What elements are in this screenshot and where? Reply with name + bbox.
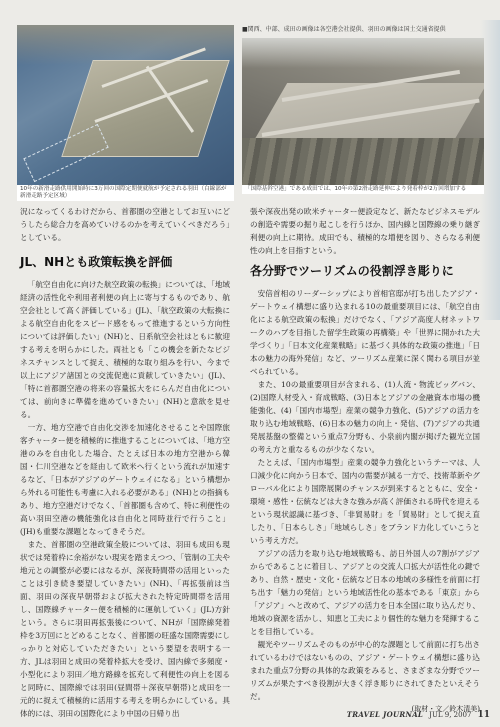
page-number: 11 (477, 710, 490, 720)
body-paragraph: 安倍首相のリーダーシップにより首相官邸が打ち出したアジア・ゲートウェイ構想に盛り込まれる10の最重要項目には、「航空自由化による航空政策の転換」だけでなく、「アジア高度人材ネットワークのハブを目指した留学生政策の再構築」や「世界に開かれた大学づくり」「日本文化産業戦略」に基づく具体的な政策の推進」「日本の魅力の海外発信」など、ツーリズム産業に深く関わる項目が並べられている。 (250, 289, 480, 376)
narita-airport-photo (242, 38, 484, 185)
body-paragraph: 「航空自由化に向けた航空政策の転換」については、「地域経済の活性化や利用者利便の向上に寄与するものであり、航空会社として高く評価している」(JL)、「航空政策の大転換による航空自由化をスピード感をもって推進するという方向性については評価したい」(NH)と、日系航空会社はともに歓迎する考えを明らかにした。両社とも「この機会を新たなビジネスチャンスとして捉え、積極的な取り組みを行い、今まで以上にアジア諸国との交流促進に貢献していきたい」(JL)、「特に首都圏空港の将来の容量拡大をにらんだ自由化については、前向きに準備を進めていきたい」(NH)と意欲を見せる。 (20, 280, 230, 419)
page-footer (346, 710, 490, 720)
body-paragraph: また、首都圏の空港政策全般については、羽田も成田も現状では発着枠に余裕がない現実を踏まえつつ、「管制の工夫や地元との調整が必要にはなるが、深夜時間帯の活用といったことは引き続き要望していきたい」(NH)、「再拡張前は当面、羽田の深夜早朝帯および拡大された特定時間帯を活用し、国際線チャーター便を積極的に運航していく」(JL)方針という。さらに羽田再拡張後について、NHが「国際線発着枠を3万回にとどめることなく、首都圏の旺盛な国際需要にしっかりと対応していただきたい」という要望を表明する一方、JLは羽田と成田の発着枠拡大を受け、国内線で多頻度・小型化により羽田／地方路線を拡充して利便性の向上を図ると同時に、国際線では羽田(昼間帯＋深夜早朝帯)と成田を一元的に捉えて積極的に活用する考えを明らかにしている。具体的には、羽田の国際化により中国の日帰り出 (20, 540, 230, 718)
body-paragraph: また、10の最重要項目が含まれる、(1)人流・物流ビッグバン、(2)国際人材受入・育成戦略、(3)日本とアジアの金融資本市場の機能強化、(4)「国内市場型」産業の競争力強化、(5)アジアの活力を取り込む地域戦略、(6)日本の魅力の向上・発信、(7)アジアの共通発展基盤の整備という重点7分野も、小泉前内閣が掲げた観光立国の考え方と重なるものが少なくない。 (250, 380, 480, 454)
new-runway-outline (23, 124, 108, 182)
body-paragraph: アジアの活力を取り込む地域戦略も、訪日外国人の7割がアジアからであることに着目し、アジアとの交流人口拡大が活性化の鍵であり、自然・歴史・文化・伝統など日本の地域の多様性を前面に打ち出す「魅力の発信」という地域活性化の基本である「東京」から「アジア」へと改めて、アジアの活力を日本全国に取り込んだり、地域の資源を活かし、知恵と工夫により個性的な魅力を発揮することを目指している。 (250, 549, 480, 636)
issue-date: JUL 9, 2007 (429, 711, 472, 719)
body-paragraph: 観光やツーリズムそのものが中心的な課題として前面に打ち出されているわけではないものの、アジア・ゲートウェイ構想に盛り込まれた重点7分野の具体的な政策をみると、さまざまな分野でツーリズムが果たすべき役割が大きく浮き彫りにされてきたといえそうだ。 (250, 640, 480, 701)
haneda-airport-photo (17, 25, 234, 185)
author-signature: (取材・文／鈴木清美) (411, 705, 480, 713)
section-heading-tourism-role: 各分野でツーリズムの役割浮き彫りに (250, 264, 454, 278)
left-column (20, 205, 230, 720)
haneda-photo-caption: 10年の新滑走路供用開始時に3万回の国際定期便就航が予定される羽田（白線部が新滑走路予定区域） (17, 185, 234, 201)
body-paragraph: たとえば、「国内市場型」産業の競争力強化というテーマは、人口減少化に向かう日本で、国内の需要が減る一方で、技術革新やグローバル化により国際展開のチャンスが到来するとともに、安全・環境・感性・伝統などは大きな強みが高く評価される時代を迎えるという現状認識に基づき、「非貿易財」を「貿易財」として捉え直したり、「日本らしさ」「地域らしさ」をブランド力化していこうという考え方だ。 (250, 458, 480, 545)
right-intro-paragraph: 張や深夜出発の欧米チャーター便設定など、新たなビジネスモデルの創造や需要の掘り起こしを行うほか、国内線と国際線の乗り継ぎ利便の向上に期待。成田でも、積極的な増便を図り、さらなる利便性の向上を目指すという。 (250, 207, 480, 255)
section-heading-airline-policy: JL、NHとも政策転換を評価 (20, 255, 173, 269)
left-intro-paragraph: 況になってくるわけだから、首都圏の空港としてお互いにどうしたら総合力を高めていけるのかを考えていくべきだろう」としている。 (20, 207, 230, 242)
body-paragraph: 一方、地方空港で自由化交渉を加速化させることや国際旅客チャーター便を積極的に推進することについては、「地方空港のみを自由化した場合、たとえば日本の地方空港から韓国・仁川空港などを経由して欧米へ行くという流れが加速するなど、「日本がアジアのゲートウェイになる」という構想から外れる可能性も考慮に入れる必要がある」(NH)との指摘もあり、地方空港だけでなく、「首都圏も含めて、特に利便性の高い羽田空港の機能強化は自由化と同時並行で行うこと」(JH)も重要な課題となってきそうだ。 (20, 423, 230, 536)
photo-credit: ■関西、中部、成田の画像は各空港会社提供、羽田の画像は国土交通省提供 (242, 26, 446, 33)
narita-photo-caption: 「国際基幹空港」である成田では、10年の第2滑走路延伸により発着枠が2万回増加する (242, 185, 484, 194)
right-column (250, 205, 480, 716)
magazine-name: TRAVEL JOURNAL (346, 710, 424, 719)
